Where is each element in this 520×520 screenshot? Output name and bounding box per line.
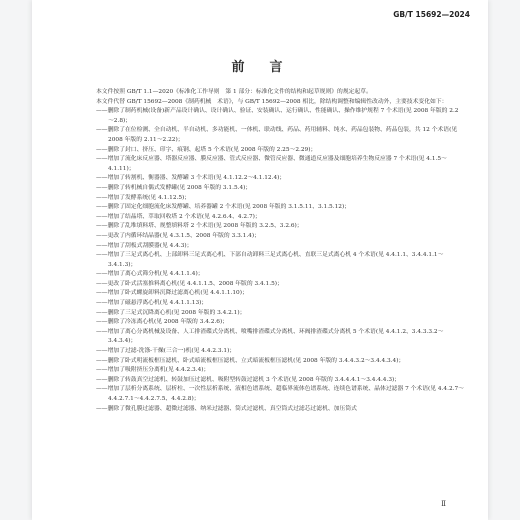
list-item: ——删除了转鼓真空过滤机、转鼓加压过滤机、吸附型转鼓过滤机 3 个术语(见 2008 年版的 3.4.4.4.1～3.4.4.4.3)； bbox=[96, 376, 401, 383]
list-item: ——增加了转割机、衡器器、发酵罐 3 个术语(见 4.1.12.2～4.1.12.4)； bbox=[96, 175, 286, 182]
list-item: ——删除了冷冻离心机(见 2008 年版的 3.4.2.6)； bbox=[96, 319, 229, 326]
foreword-content bbox=[84, 88, 464, 414]
list-item: ——增加了层析分离系统、层析柱、一次性层析系统、液相色谱系统、超临界流体色谱系统、连续色谱系统、晶体过滤器 7 个术语(见 4.4.2.7～4.4.2.7.1～4.4.2.7.5、4.4.2.8)； bbox=[96, 386, 464, 402]
list-item: ——增加了离心分离机械及设备、人工排渣碟式分离机、喷嘴排渣碟式分离机、环阀排渣碟式分离机 5 个术语(见 4.4.1.2、3.4.3.3.2～3.4.3.4)； bbox=[96, 328, 444, 345]
list-item: ——增加了过滤-洗涤-干燥(三合一)机(见 4.4.2.3.1)； bbox=[96, 348, 236, 355]
list-item: ——删除了在位检测、全自动机、半自动机、多功能机、一体机、联动线、药品、药用辅料、纯水、药品包装物、药品包装，共 12 个术语(见 2008 年版的 2.11～2.22)； bbox=[96, 127, 458, 143]
list-item: ——更改了卧式活塞推料离心机(见 4.4.1.1.5、2008 年版的 3.4.1.5)； bbox=[96, 280, 283, 287]
list-item: ——增加了刮板式刮膜器(见 4.4.3)； bbox=[96, 242, 193, 249]
list-item: ——增加了离心式筛分机(见 4.4.1.1.4)； bbox=[96, 271, 204, 278]
list-item: ——增加了卧式螺旋卸料沉降过滤离心机(见 4.4.1.1.10)； bbox=[96, 290, 248, 297]
standard-code: GB/T 15692—2024 bbox=[393, 10, 470, 19]
list-item: ——删除了固定化细胞流化床发酵罐、培养器罐 2 个术语(见 2008 年版的 3.1.5.11、3.1.5.12)； bbox=[96, 204, 351, 211]
list-item: ——删除了制药机械(设备)新产品设计确认、设计确认、验证、安装确认、运行确认、性能确认、操作维护规程 7 个术语(见 2008 年版的 2.2～2.8)； bbox=[96, 108, 459, 124]
list-item: ——增加了流化床反应器、塔器反应器、膜反应器、管式反应器、微管反应器、微通道反应器及细胞培养生物反应器 7 个术语(见 4.1.5～4.1.11)； bbox=[96, 156, 447, 172]
list-item: ——删除了转机械自偶式发酵罐(见 2008 年版的 3.1.5.4)； bbox=[96, 184, 252, 191]
list-item: ——增加了结晶塔、萃取回收塔 2 个术语(见 4.2.6.4、4.2.7)； bbox=[96, 213, 261, 220]
list-item: ——删除了封口、挤压、印字、痕钢、起塔 5 个术语(见 2008 年版的 2.25～2.29)； bbox=[96, 146, 317, 153]
page-number: Ⅱ bbox=[441, 500, 446, 508]
paragraph: 本文件按照 GB/T 1.1—2020《标准化工作导则 第 1 部分：标准化文件的结构和起草规则》的规定起草。 bbox=[96, 89, 372, 95]
page-title: 前 言 bbox=[231, 60, 289, 75]
list-item: ——增加了磁悬浮离心机(见 4.4.1.1.13)； bbox=[96, 300, 208, 307]
list-item: ——增加了发酵系统(见 4.1.12.5)； bbox=[96, 194, 191, 201]
list-item: ——删除了乱堆填料塔、规整填料塔 2 个术语(见 2008 年版的 3.2.5、3.2.6)； bbox=[96, 223, 303, 230]
list-item: ——删除了微孔膜过滤器、超微过滤器、纳米过滤器、筒式过滤机、真空筒式过滤芯过滤机、加压筒式 bbox=[96, 405, 357, 412]
list-item: ——更改了内循环结晶器(见 4.3.1.5、2008 年版的 3.3.1.4)； bbox=[96, 232, 260, 239]
list-item: ——删除了卧式明流板框压滤机、卧式暗流板框压滤机、立式暗流板框压滤机(见 2008 年版的 3.4.4.3.2～3.4.4.3.4)； bbox=[96, 357, 405, 364]
list-item: ——增加了三足式离心机、上部卸料三足式离心机、下部自动卸料三足式离心机、直联三足式离心机 4 个术语(见 4.4.1.1、3.4.4.1.1～3.4.1.3)； bbox=[96, 252, 444, 268]
change-list bbox=[84, 107, 464, 414]
list-item: ——增加了吸附挤压分离机(见 4.4.2.3.4)； bbox=[96, 367, 210, 374]
paragraph: 本文件代替 GB/T 15692—2008《制药机械 术语》，与 GB/T 15692—2008 相比，除结构调整和编辑性改动外，主要技术变化如下： bbox=[96, 98, 448, 105]
list-item: ——删除了三足式沉降离心机(见 2008 年版的 3.4.2.1)； bbox=[96, 309, 246, 316]
document-page bbox=[32, 0, 488, 520]
